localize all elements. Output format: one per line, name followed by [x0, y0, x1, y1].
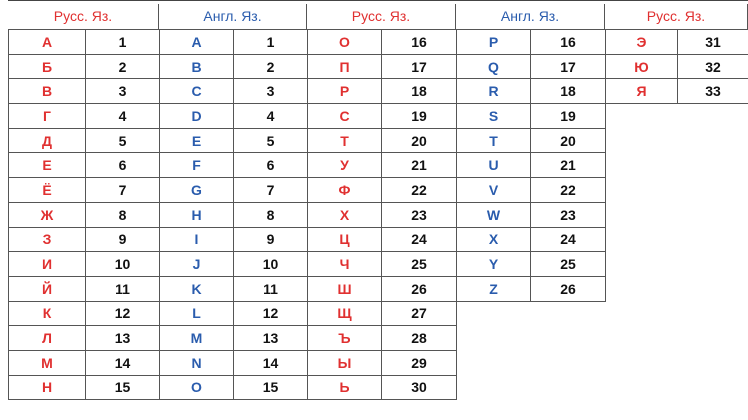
letter-cell: Ф: [308, 178, 382, 203]
letter-cell: K: [160, 276, 234, 301]
number-cell: 23: [382, 202, 457, 227]
table-row: [160, 54, 308, 79]
table-row: [9, 30, 160, 55]
table-row: [308, 178, 457, 203]
column-group-4: [456, 4, 605, 302]
letter-cell: Д: [9, 128, 86, 153]
table-row: [308, 375, 457, 400]
letter-cell: Ш: [308, 276, 382, 301]
table-row: [308, 301, 457, 326]
letter-cell: Ю: [606, 54, 678, 79]
letter-cell: Z: [457, 276, 531, 301]
number-cell: 14: [86, 350, 160, 375]
number-cell: 17: [382, 54, 457, 79]
letter-number-table: [159, 29, 308, 400]
number-cell: 6: [234, 153, 308, 178]
table-row: [457, 276, 606, 301]
letter-cell: M: [160, 326, 234, 351]
number-cell: 29: [382, 350, 457, 375]
column-group-5: [605, 4, 748, 104]
table-row: [457, 153, 606, 178]
letter-cell: М: [9, 350, 86, 375]
table-row: [308, 104, 457, 129]
number-cell: 4: [234, 104, 308, 129]
table-row: [160, 227, 308, 252]
number-cell: 15: [234, 375, 308, 400]
letter-cell: О: [308, 30, 382, 55]
number-cell: 33: [678, 79, 748, 104]
table-row: [308, 227, 457, 252]
number-cell: 26: [382, 276, 457, 301]
number-cell: 13: [86, 326, 160, 351]
table-row: [308, 252, 457, 277]
letter-cell: Й: [9, 276, 86, 301]
table-row: [457, 79, 606, 104]
table-row: [9, 227, 160, 252]
table-row: [9, 79, 160, 104]
letter-cell: Ж: [9, 202, 86, 227]
number-cell: 10: [234, 252, 308, 277]
column-header-en: Англ. Яз.: [456, 4, 605, 29]
number-cell: 24: [531, 227, 606, 252]
table-row: [308, 79, 457, 104]
letter-cell: Q: [457, 54, 531, 79]
number-cell: 2: [86, 54, 160, 79]
letter-cell: Ё: [9, 178, 86, 203]
number-cell: 25: [382, 252, 457, 277]
number-cell: 7: [86, 178, 160, 203]
table-row: [9, 54, 160, 79]
number-cell: 22: [382, 178, 457, 203]
column-header-en: Англ. Яз.: [159, 4, 307, 29]
letter-cell: А: [9, 30, 86, 55]
letter-cell: У: [308, 153, 382, 178]
table-row: [308, 202, 457, 227]
letter-cell: A: [160, 30, 234, 55]
letter-cell: Р: [308, 79, 382, 104]
number-cell: 20: [382, 128, 457, 153]
number-cell: 9: [86, 227, 160, 252]
table-row: [9, 178, 160, 203]
number-cell: 4: [86, 104, 160, 129]
letter-number-table: [456, 29, 606, 302]
column-header-ru: Русс. Яз.: [605, 4, 748, 29]
letter-cell: Т: [308, 128, 382, 153]
number-cell: 8: [86, 202, 160, 227]
letter-cell: E: [160, 128, 234, 153]
number-cell: 11: [234, 276, 308, 301]
letter-cell: U: [457, 153, 531, 178]
table-row: [308, 326, 457, 351]
table-row: [308, 153, 457, 178]
table-row: [160, 178, 308, 203]
table-row: [160, 326, 308, 351]
column-group-2: [159, 4, 307, 400]
letter-cell: L: [160, 301, 234, 326]
letter-cell: Л: [9, 326, 86, 351]
column-group-3: [307, 4, 456, 400]
letter-number-table: [605, 29, 748, 104]
letter-cell: C: [160, 79, 234, 104]
table-row: [308, 276, 457, 301]
number-cell: 19: [382, 104, 457, 129]
table-row: [160, 104, 308, 129]
table-row: [9, 153, 160, 178]
letter-cell: В: [9, 79, 86, 104]
letter-cell: И: [9, 252, 86, 277]
table-row: [160, 153, 308, 178]
letter-cell: Х: [308, 202, 382, 227]
letter-cell: F: [160, 153, 234, 178]
number-cell: 14: [234, 350, 308, 375]
number-cell: 3: [86, 79, 160, 104]
letter-cell: Щ: [308, 301, 382, 326]
table-row: [457, 227, 606, 252]
letter-number-table: [307, 29, 457, 400]
table-row: [457, 178, 606, 203]
letter-cell: H: [160, 202, 234, 227]
number-cell: 25: [531, 252, 606, 277]
number-cell: 31: [678, 30, 748, 55]
number-cell: 1: [86, 30, 160, 55]
table-row: [160, 202, 308, 227]
letter-cell: W: [457, 202, 531, 227]
letter-cell: Б: [9, 54, 86, 79]
table-row: [9, 252, 160, 277]
table-row: [160, 276, 308, 301]
number-cell: 32: [678, 54, 748, 79]
number-cell: 12: [234, 301, 308, 326]
table-row: [9, 276, 160, 301]
letter-cell: B: [160, 54, 234, 79]
table-row: [9, 104, 160, 129]
letter-cell: D: [160, 104, 234, 129]
number-cell: 27: [382, 301, 457, 326]
table-row: [9, 128, 160, 153]
letter-cell: Ы: [308, 350, 382, 375]
number-cell: 21: [382, 153, 457, 178]
letter-cell: П: [308, 54, 382, 79]
letter-cell: J: [160, 252, 234, 277]
letter-cell: O: [160, 375, 234, 400]
table-row: [457, 30, 606, 55]
number-cell: 20: [531, 128, 606, 153]
letter-cell: Ц: [308, 227, 382, 252]
letter-cell: Г: [9, 104, 86, 129]
number-cell: 15: [86, 375, 160, 400]
number-cell: 24: [382, 227, 457, 252]
letter-cell: N: [160, 350, 234, 375]
number-cell: 13: [234, 326, 308, 351]
table-row: [9, 326, 160, 351]
table-row: [606, 79, 748, 104]
letter-cell: Y: [457, 252, 531, 277]
table-row: [308, 30, 457, 55]
table-row: [457, 128, 606, 153]
table-row: [9, 301, 160, 326]
table-row: [308, 350, 457, 375]
number-cell: 19: [531, 104, 606, 129]
letter-cell: S: [457, 104, 531, 129]
letter-cell: К: [9, 301, 86, 326]
number-cell: 21: [531, 153, 606, 178]
letter-cell: С: [308, 104, 382, 129]
table-row: [308, 128, 457, 153]
number-cell: 7: [234, 178, 308, 203]
letter-cell: Ч: [308, 252, 382, 277]
letter-cell: T: [457, 128, 531, 153]
table-row: [160, 79, 308, 104]
letter-cell: З: [9, 227, 86, 252]
letter-cell: Ъ: [308, 326, 382, 351]
table-row: [160, 128, 308, 153]
number-cell: 9: [234, 227, 308, 252]
number-cell: 30: [382, 375, 457, 400]
number-cell: 26: [531, 276, 606, 301]
letter-cell: R: [457, 79, 531, 104]
letter-cell: Е: [9, 153, 86, 178]
table-row: [9, 375, 160, 400]
table-row: [160, 252, 308, 277]
letter-cell: V: [457, 178, 531, 203]
number-cell: 12: [86, 301, 160, 326]
table-row: [9, 202, 160, 227]
number-cell: 16: [531, 30, 606, 55]
table-row: [160, 301, 308, 326]
letter-cell: P: [457, 30, 531, 55]
table-row: [606, 54, 748, 79]
letter-cell: Э: [606, 30, 678, 55]
column-header-ru: Русс. Яз.: [8, 4, 159, 29]
number-cell: 1: [234, 30, 308, 55]
letter-cell: I: [160, 227, 234, 252]
column-header-ru: Русс. Яз.: [307, 4, 456, 29]
table-row: [160, 30, 308, 55]
number-cell: 5: [86, 128, 160, 153]
number-cell: 22: [531, 178, 606, 203]
column-group-1: [8, 4, 159, 400]
number-cell: 3: [234, 79, 308, 104]
table-row: [457, 54, 606, 79]
letter-number-table: [8, 29, 160, 400]
table-row: [160, 350, 308, 375]
number-cell: 18: [531, 79, 606, 104]
table-row: [308, 54, 457, 79]
table-row: [160, 375, 308, 400]
number-cell: 28: [382, 326, 457, 351]
number-cell: 10: [86, 252, 160, 277]
letter-cell: Н: [9, 375, 86, 400]
number-cell: 2: [234, 54, 308, 79]
number-cell: 11: [86, 276, 160, 301]
letter-cell: Я: [606, 79, 678, 104]
number-cell: 17: [531, 54, 606, 79]
number-cell: 6: [86, 153, 160, 178]
number-cell: 18: [382, 79, 457, 104]
letter-cell: G: [160, 178, 234, 203]
letter-cell: X: [457, 227, 531, 252]
number-cell: 23: [531, 202, 606, 227]
table-row: [457, 252, 606, 277]
table-row: [457, 104, 606, 129]
number-cell: 16: [382, 30, 457, 55]
table-row: [606, 30, 748, 55]
table-row: [457, 202, 606, 227]
top-border-line: [8, 0, 748, 1]
letter-cell: Ь: [308, 375, 382, 400]
number-cell: 8: [234, 202, 308, 227]
table-row: [9, 350, 160, 375]
number-cell: 5: [234, 128, 308, 153]
